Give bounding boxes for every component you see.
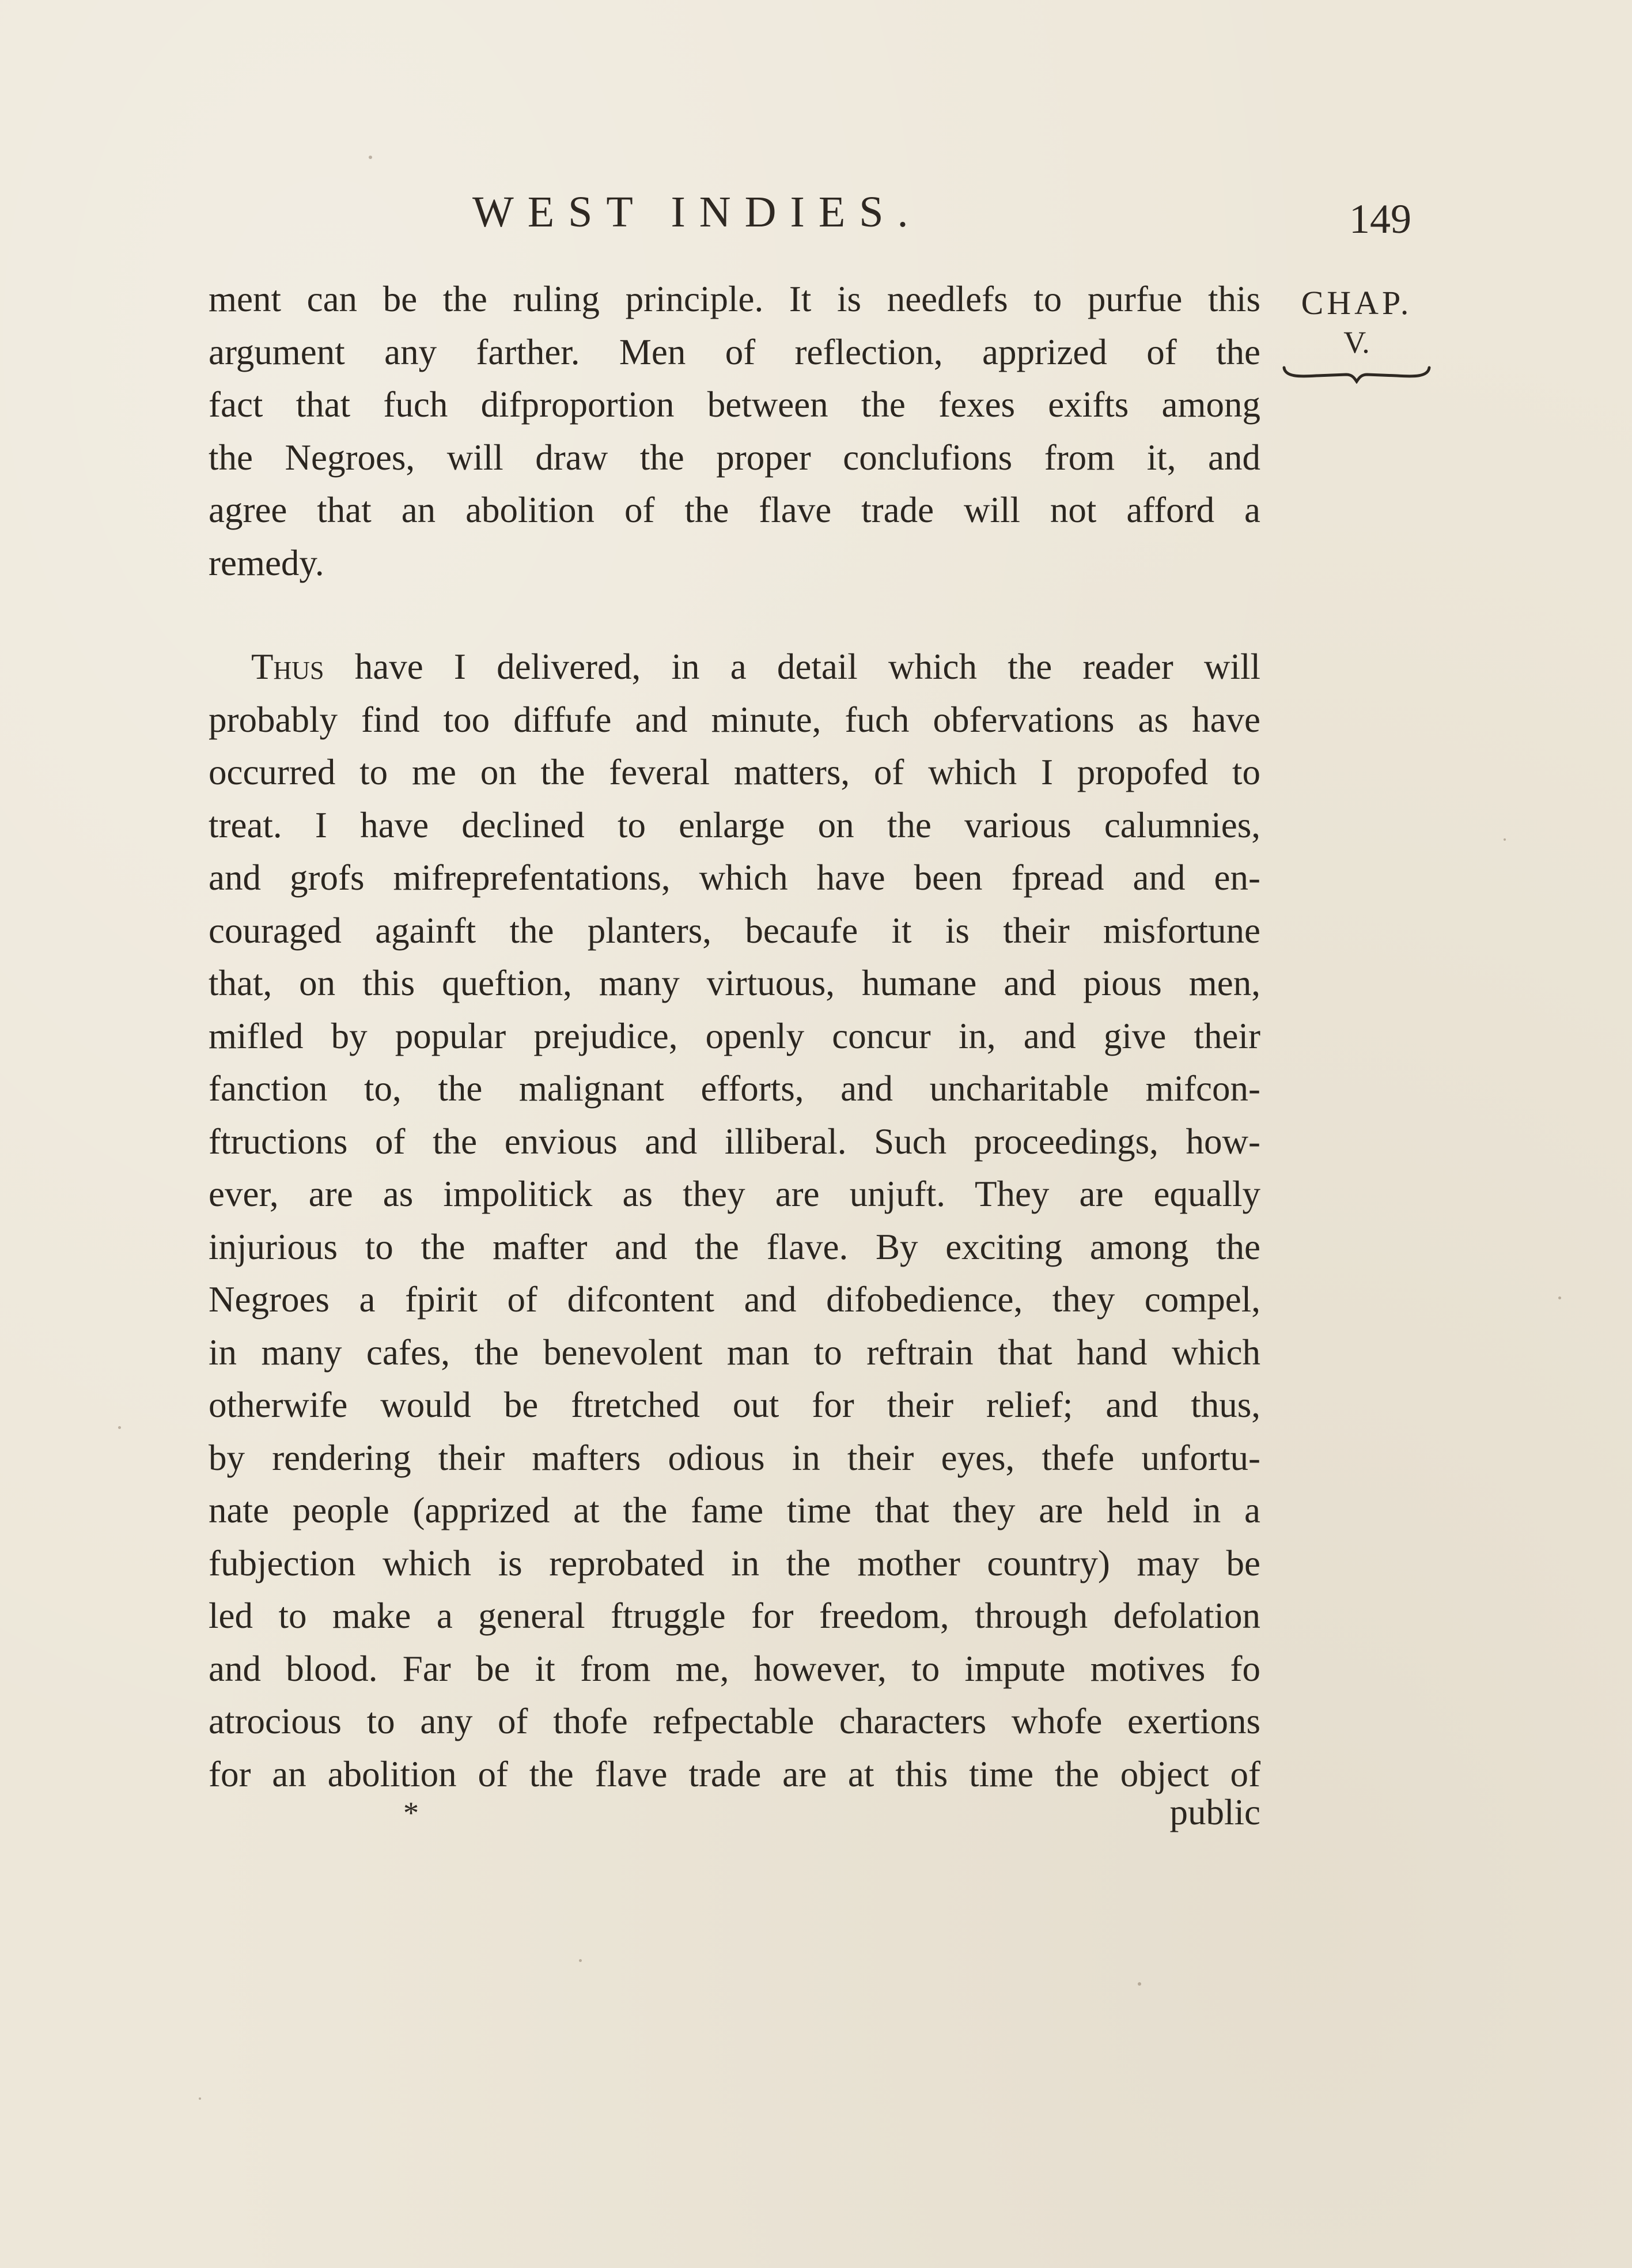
text-line: nate people (apprized at the fame time that they are held in a — [209, 1490, 1260, 1530]
text-line: injurious to the mafter and the flave. By exciting among the — [209, 1226, 1260, 1267]
paper-speck — [1504, 838, 1506, 841]
paragraph-continued — [209, 273, 1260, 589]
text-line: fubjection which is reprobated in the mother country) may be — [209, 1543, 1260, 1583]
opening-word: Thus — [251, 647, 324, 687]
paper-speck — [579, 1959, 582, 1962]
text-line: the Negroes, will draw the proper conclufions from it, and — [209, 437, 1260, 478]
text-line: ment can be the ruling principle. It is needlefs to purfue this — [209, 279, 1260, 319]
text-line: fanction to, the malignant efforts, and uncharitable mifcon- — [209, 1068, 1260, 1109]
text-line: in many cafes, the benevolent man to reftrain that hand which — [209, 1332, 1260, 1373]
text-line: by rendering their mafters odious in their eyes, thefe unfortu- — [209, 1437, 1260, 1478]
text-line: treat. I have declined to enlarge on the various calumnies, — [209, 804, 1260, 845]
text-line: couraged againft the planters, becaufe it is their misfortune — [209, 910, 1260, 951]
text-line: atrocious to any of thofe refpectable characters whofe exertions — [209, 1701, 1260, 1741]
text-line: mifled by popular prejudice, openly concur in, and give their — [209, 1015, 1260, 1056]
paragraph-new — [209, 641, 1260, 1801]
text-line: and blood. Far be it from me, however, to impute motives fo — [209, 1648, 1260, 1689]
text-line: ftructions of the envious and illiberal. Such proceedings, how- — [209, 1121, 1260, 1162]
text-line: Negroes a fpirit of difcontent and difobedience, they compel, — [209, 1279, 1260, 1320]
text-line-first — [209, 641, 1260, 694]
text-line: fact that fuch difproportion between the fexes exifts among — [209, 384, 1260, 425]
text-line: for an abolition of the flave trade are at this time the object of — [209, 1753, 1260, 1794]
text-line: otherwife would be ftretched out for their relief; and thus, — [209, 1385, 1260, 1425]
text-line: led to make a general ftruggle for freedom, through defolation — [209, 1596, 1260, 1636]
chapter-label: CHAP. — [1301, 284, 1413, 322]
text-line: and grofs mifreprefentations, which have been fpread and en- — [209, 857, 1260, 898]
catchword: public — [1169, 1792, 1260, 1832]
text-line: probably find too diffufe and minute, fuch obfervations as have — [209, 699, 1260, 740]
first-line-text: have I delivered, in a detail which the reader will — [354, 647, 1260, 687]
paper-speck — [1138, 1982, 1141, 1986]
text-line: argument any farther. Men of reflection, apprized of the — [209, 331, 1260, 372]
chapter-number: V. — [1343, 325, 1370, 360]
text-line: ever, are as impolitick as they are unjuft. They are equally — [209, 1174, 1260, 1214]
paper-speck — [369, 156, 372, 159]
paper-speck — [1558, 1296, 1561, 1299]
text-line: that, on this queftion, many virtuous, humane and pious men, — [209, 963, 1260, 1003]
paper-speck — [118, 1426, 121, 1429]
paper-speck — [199, 2097, 201, 2100]
page-number: 149 — [1349, 196, 1411, 242]
curly-brace-ornament — [1282, 364, 1432, 384]
text-line: agree that an abolition of the flave trade will not afford a — [209, 490, 1260, 530]
chapter-margin-note — [1282, 282, 1432, 384]
signature-mark: * — [403, 1795, 419, 1830]
text-line: occurred to me on the feveral matters, of which I propofed to — [209, 752, 1260, 792]
running-title: WEST INDIES. — [472, 188, 922, 236]
text-line: remedy. — [209, 542, 324, 583]
